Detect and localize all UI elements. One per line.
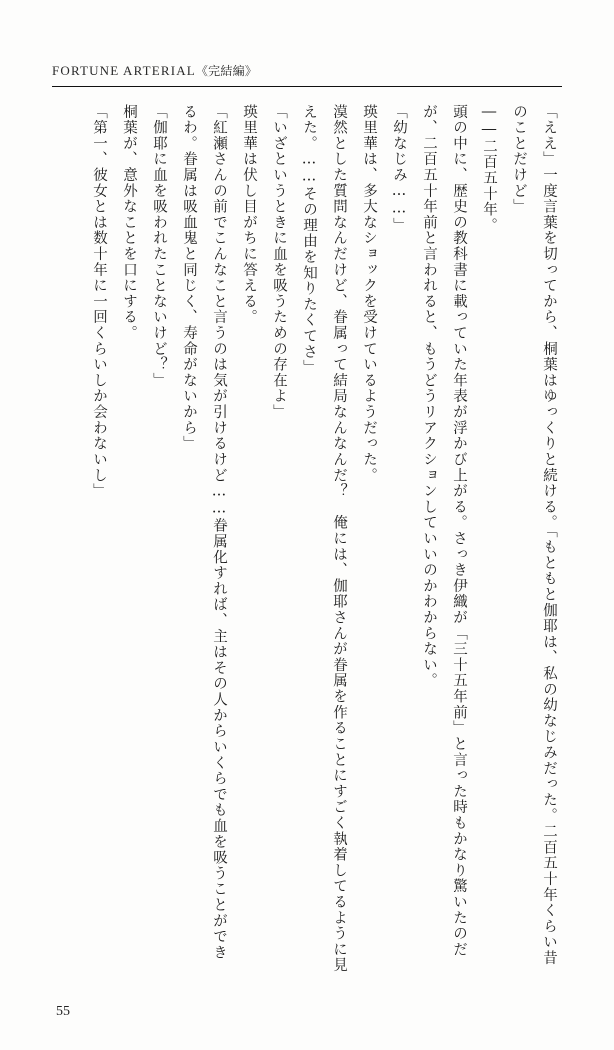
paragraph: 瑛里華は伏し目がちに答える。 [241,104,257,326]
paragraph: 桐葉が、意外なことを口にする。 [121,104,137,342]
paragraph: 「ええ」一度言葉を切ってから、桐葉はゆっくりと続ける。「もともと伽耶は、私の幼なじみだった。二百五十年くらい昔のことだけど」 [511,104,557,967]
paragraph: 漠然とした質問なんだけど、眷属って結局なんなんだ？ 俺には、伽耶さんが眷属を作ることにすごく執着してるように見えた。……その理由を知りたくてさ」 [301,104,347,974]
running-head [52,62,257,79]
paragraph: ――二百五十年。 [481,104,497,234]
running-head-latin-title: FORTUNE ARTERIAL [52,63,196,78]
running-head-jp-title: 《完結編》 [195,64,258,78]
paragraph: 「幼なじみ……」 [391,104,407,234]
paragraph: 「いざというときに血を吸うための存在よ」 [271,104,287,421]
body-text-column [64,104,564,974]
paragraph: 「紅瀬さんの前でこんなこと言うのは気が引けるけど……眷属化すれば、主はその人からいくらでも血を吸うことができるわ。眷属は吸血鬼と同じく、寿命がないから」 [181,104,227,961]
paragraph: 頭の中に、歴史の教科書に載っていた年表が浮かび上がる。さっき伊織が「三十五年前」と言った時もかなり驚いたのだが、二百五十年前と言われると、もうどうリアクションしていいのかわからない。 [421,104,467,958]
paragraph: 「第一、彼女とは数十年に一回くらいしか会わないし」 [91,104,107,500]
page-number: 55 [56,1004,70,1019]
paragraph: 瑛里華は、多大なショックを受けているようだった。 [361,104,377,484]
paragraph: 「伽耶に血を吸われたことないけど？」 [151,104,167,389]
header-divider [52,86,562,87]
